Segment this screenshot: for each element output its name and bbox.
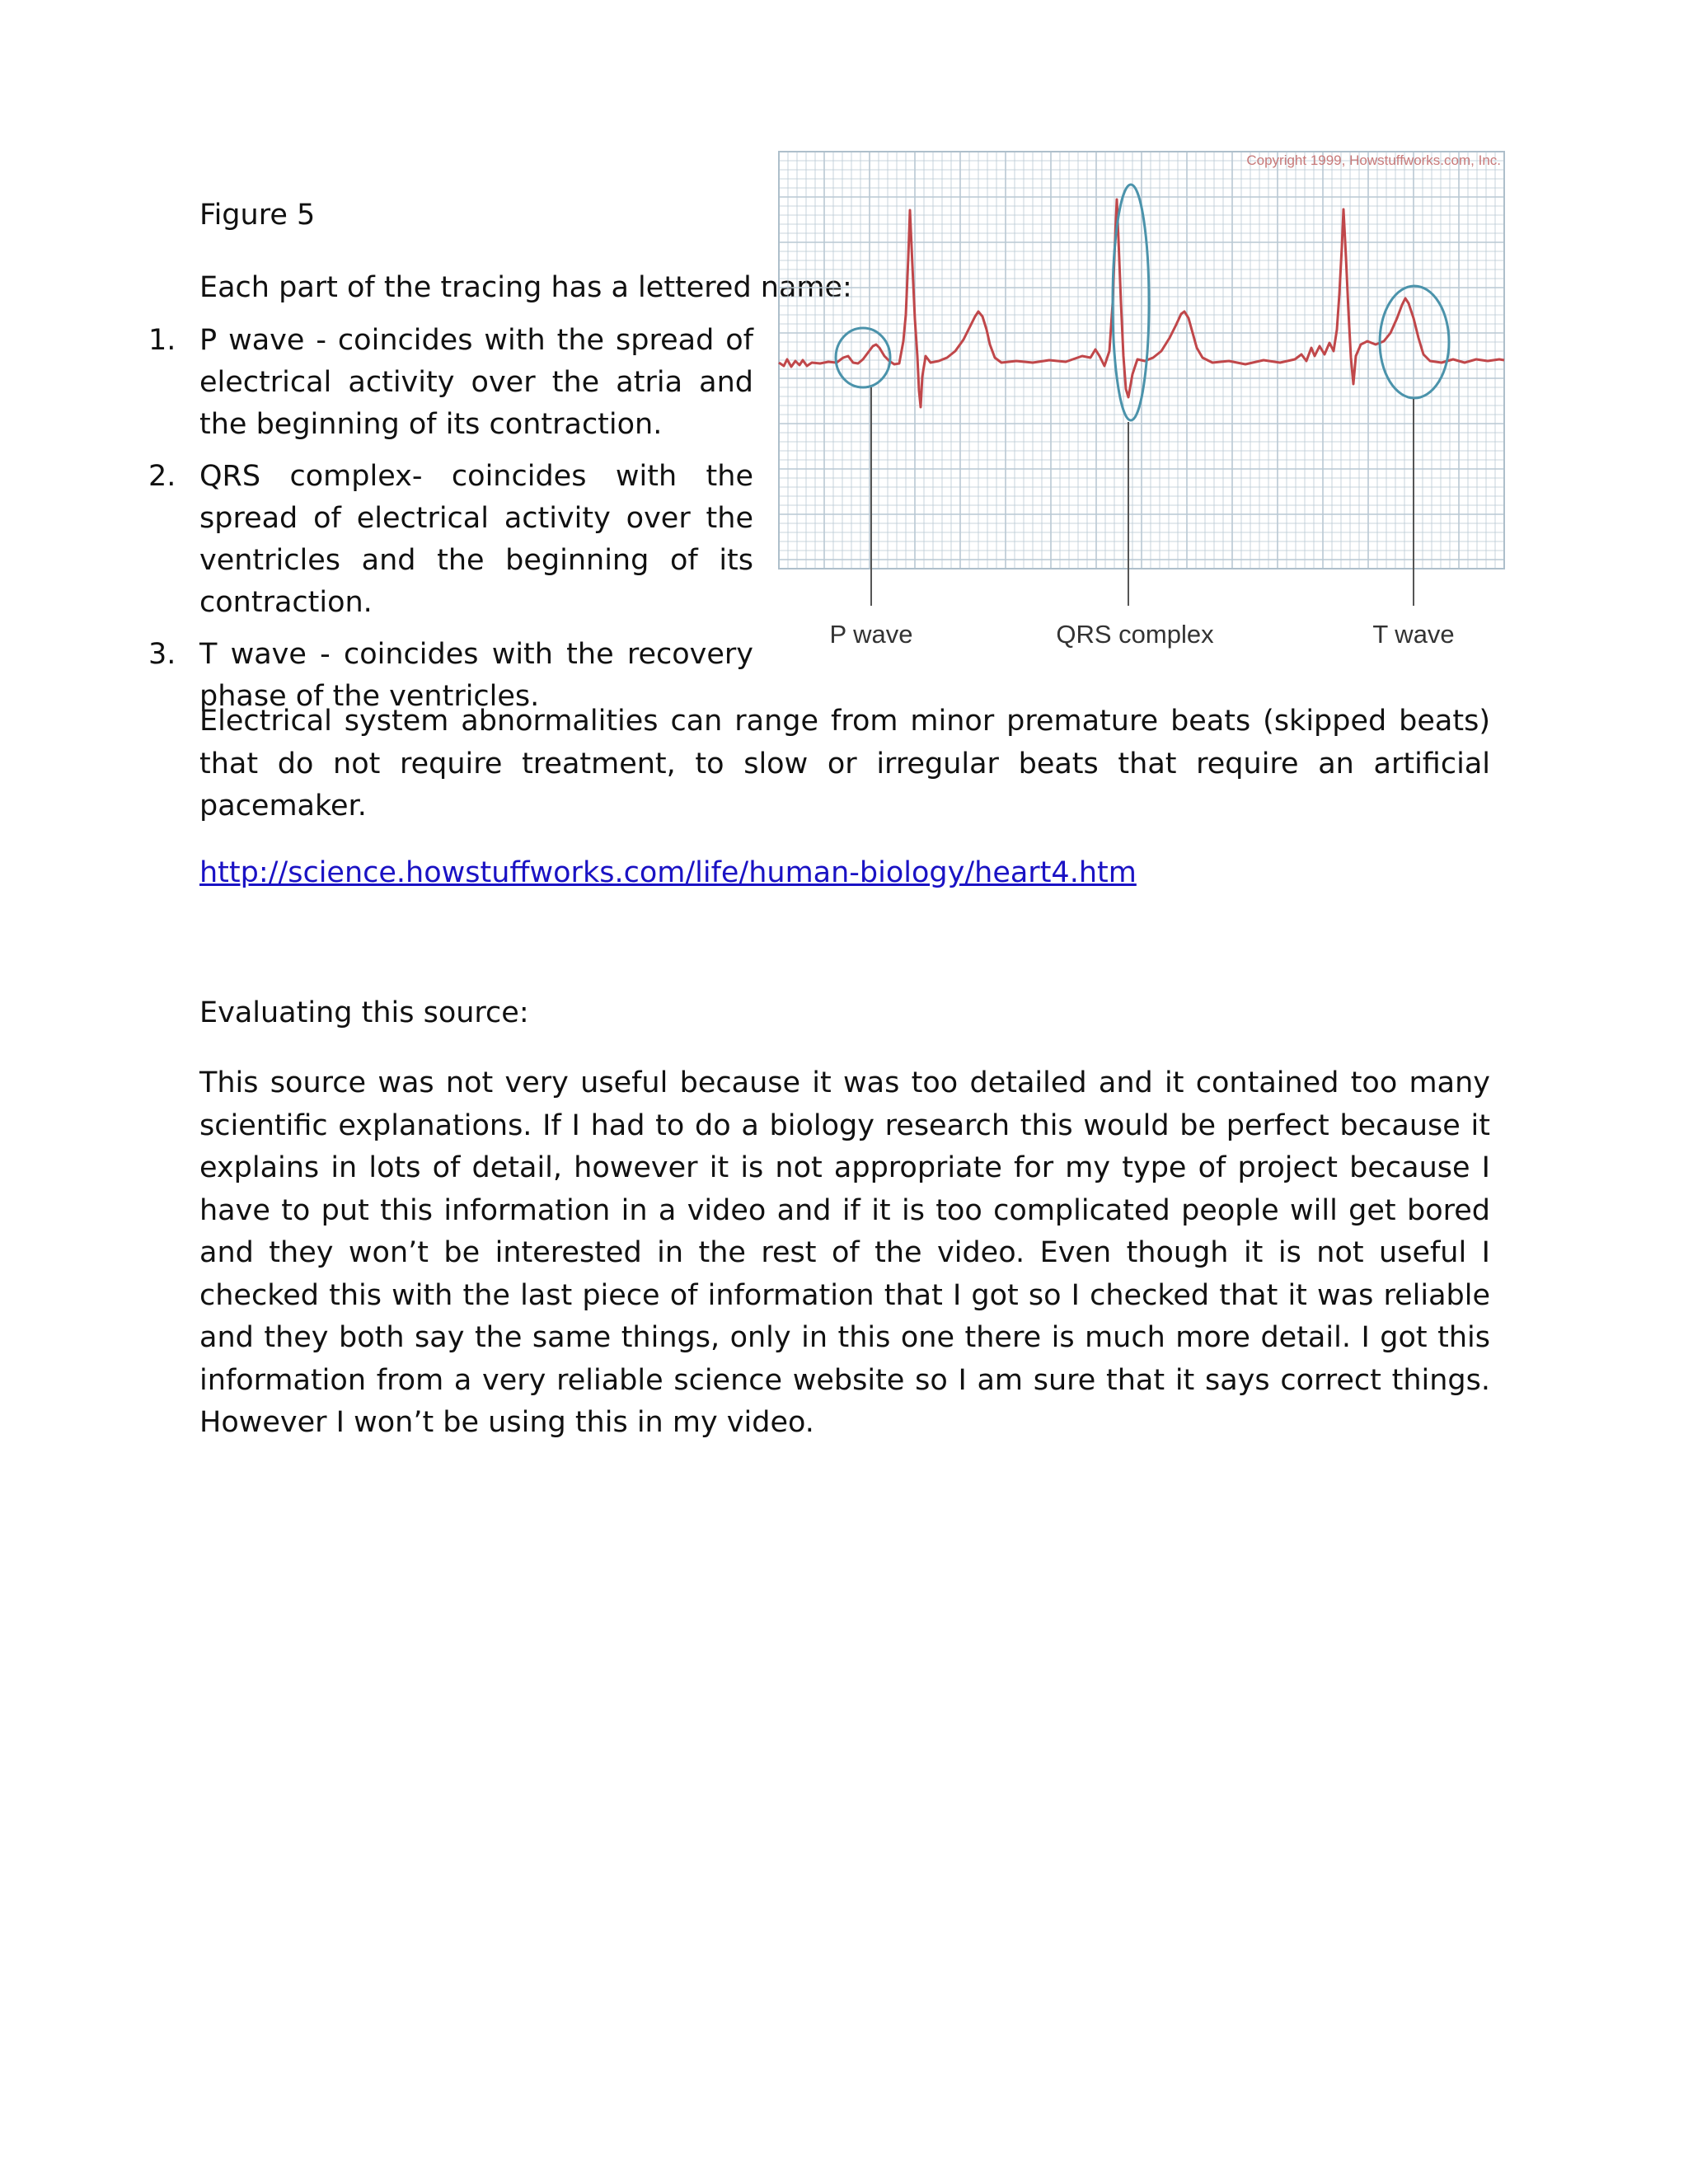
t-wave-label: T wave — [1372, 620, 1455, 649]
list-item — [148, 320, 753, 446]
body-paragraph: Electrical system abnormalities can range from minor premature beats (skipped beats) that do not require treatment, to slow or irregular beats that require an artificial pacemaker. — [199, 705, 1490, 823]
evaluation-paragraph: This source was not very useful because it was too detailed and it contained too many scientific explanations. If I had to do a biology research this would be perfect because it explains in lots of detail, however it is not appropriate for my type of project because I have to put this information in a video and if it is too complicated people will get bored and they won’t be interested in the rest of the video. Even though it is not useful I checked this with the last piece of information that I got so I checked that it was reliable and they both say the same things, only in this one there is much more detail. I got this information from a very reliable science website so I am sure that it says correct things. However I won’t be using this in my video. — [199, 1066, 1490, 1439]
list-number: 3. — [148, 638, 176, 671]
evaluation-heading: Evaluating this source: — [199, 996, 529, 1029]
definition-list — [148, 320, 753, 728]
p-wave-label: P wave — [829, 620, 913, 649]
list-item — [148, 456, 753, 624]
list-item-text: T wave - coincides with the recovery phase of the ventricles. — [199, 638, 753, 713]
list-item-text: QRS complex- coincides with the spread of electrical activity over the ventricles and the beginning of its contraction. — [199, 460, 753, 619]
copyright-text: Copyright 1999, Howstuffworks.com, Inc. — [1246, 152, 1501, 168]
figure-caption: Figure 5 — [199, 199, 316, 232]
list-number: 2. — [148, 460, 176, 493]
intro-text: Each part of the tracing has a lettered name: — [199, 271, 852, 304]
list-number: 1. — [148, 324, 176, 357]
qrs-complex-label: QRS complex — [1056, 620, 1214, 649]
source-link[interactable]: http://science.howstuffworks.com/life/human-biology/heart4.htm — [199, 856, 1137, 889]
list-item-text: P wave - coincides with the spread of electrical activity over the atria and the beginning of its contraction. — [199, 324, 753, 441]
ecg-figure — [777, 150, 1507, 661]
